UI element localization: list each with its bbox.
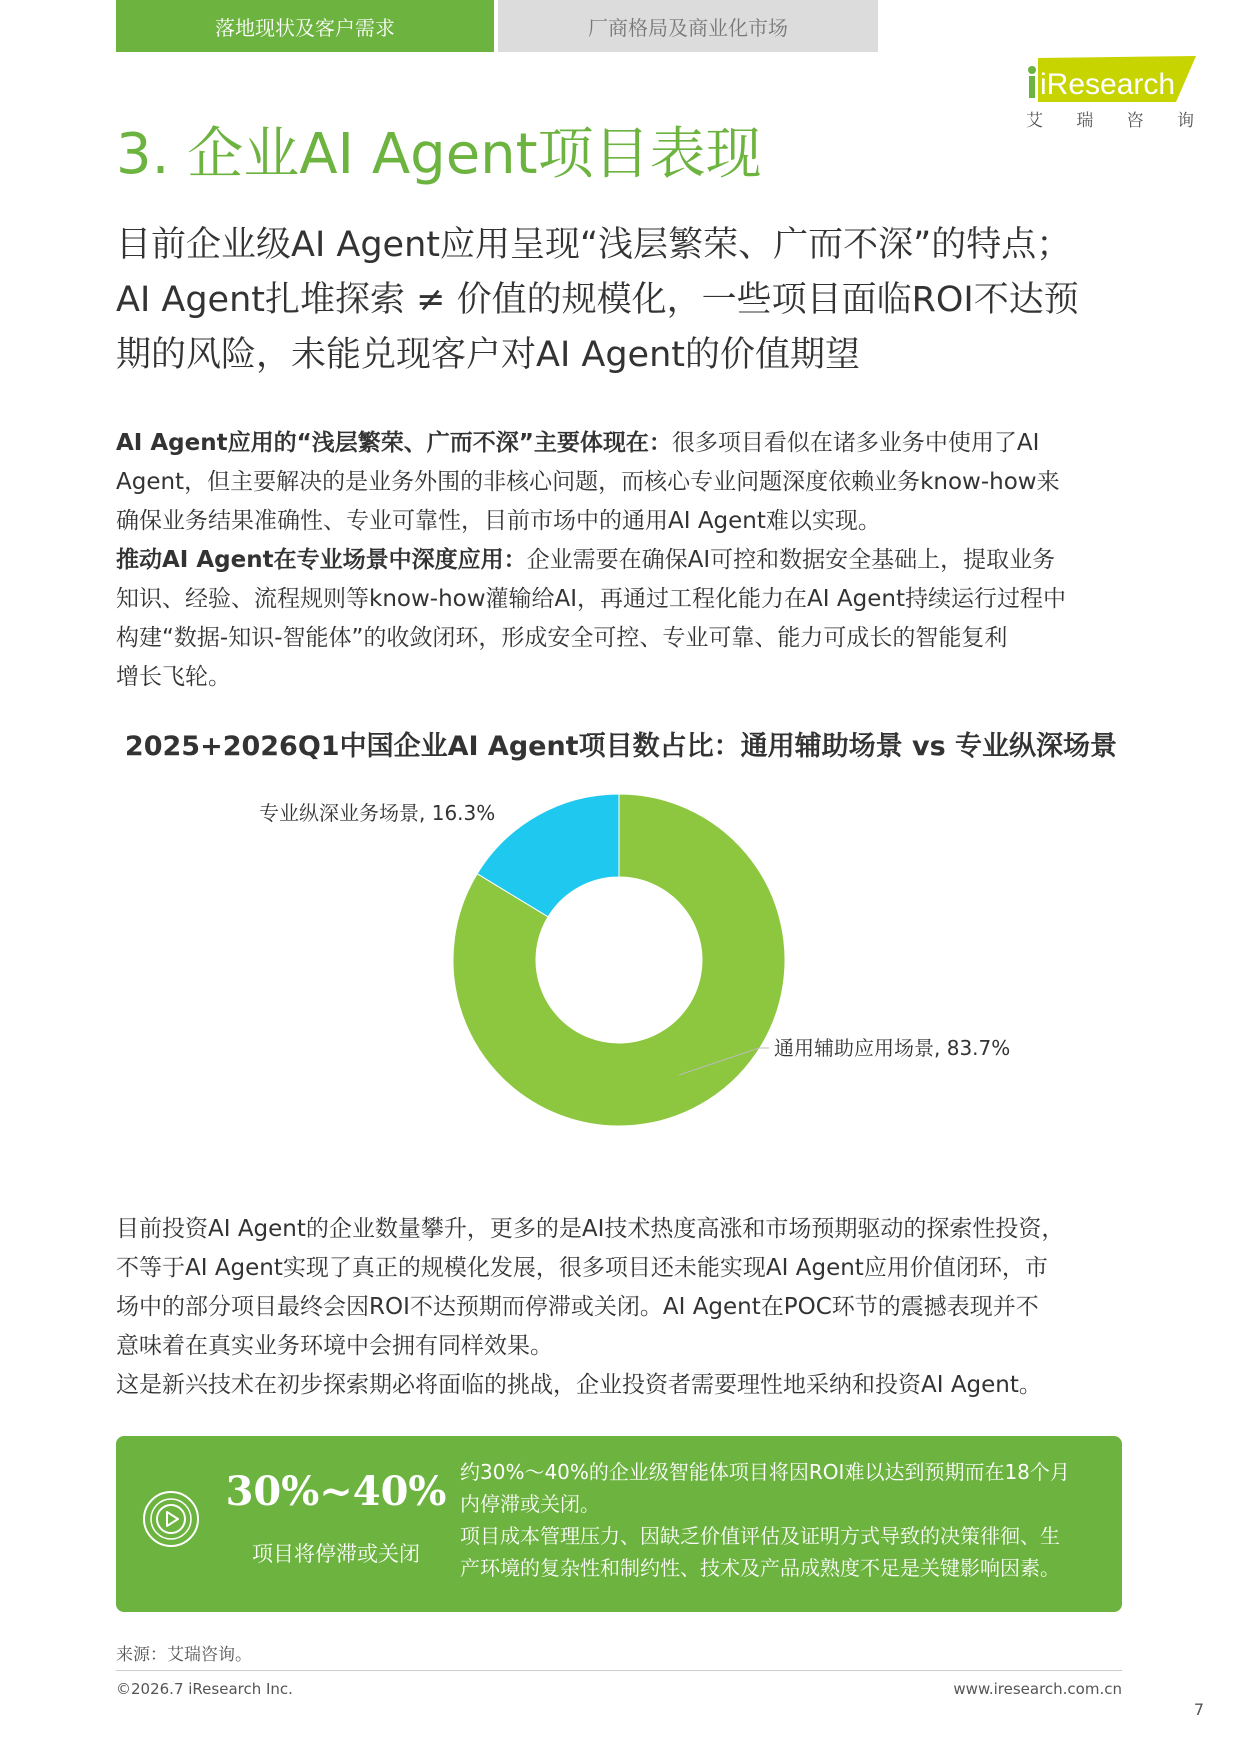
headline-line: AI Agent扎堆探索 ≠ 价值的规模化，一些项目面临ROI不达预 [116,280,1079,320]
paragraph-line: 这是新兴技术在初步探索期必将面临的挑战，企业投资者需要理性地采纳和投资AI Agent。 [116,1372,1042,1398]
callout-line: 产环境的复杂性和制约性、技术及产品成熟度不足是关键影响因素。 [460,1556,1060,1580]
chart-title: 2025+2026Q1中国企业AI Agent项目数占比：通用辅助场景 vs 专业纵深场景 [124,731,1118,762]
donut-label-0: 通用辅助应用场景, 83.7% [774,1036,1011,1060]
logo-text: iResearch [1040,68,1176,101]
website-link[interactable]: www.iresearch.com.cn [953,1680,1122,1698]
paragraph-line: Agent，但主要解决的是业务外围的非核心问题，而核心专业问题深度依赖业务know-how来 [116,469,1060,495]
logo-mark [1026,56,1196,102]
donut-label-1: 专业纵深业务场景, 16.3% [259,801,496,825]
page-title: 3. 企业AI Agent项目表现 [116,122,762,187]
paragraph-line: 推动AI Agent在专业场景中深度应用：企业需要在确保AI可控和数据安全基础上，提取业务 [116,547,1056,573]
source-note: 来源：艾瑞咨询。 [116,1645,252,1665]
footer-divider [116,1670,1122,1671]
paragraph-line: 增长飞轮。 [116,664,231,690]
paragraph-line: AI Agent应用的“浅层繁荣、广而不深”主要体现在：很多项目看似在诸多业务中使用了AI [116,430,1040,456]
analysis-paragraph-1 [116,424,1126,697]
copyright: ©2026.7 iResearch Inc. [116,1680,293,1698]
paragraph-line: 知识、经验、流程规则等know-how灌输给AI，再通过工程化能力在AI Agent持续运行过程中 [116,586,1066,612]
callout-line: 内停滞或关闭。 [460,1492,600,1516]
page-number: 7 [1193,1700,1204,1719]
iresearch-logo [1026,48,1196,132]
paragraph-line: 不等于AI Agent实现了真正的规模化发展，很多项目还未能实现AI Agent应用价值闭环，市 [116,1255,1048,1281]
tab-landing-status[interactable]: 落地现状及客户需求 [116,0,494,52]
callout-subtitle: 项目将停滞或关闭 [252,1542,420,1566]
paragraph-line: 目前投资AI Agent的企业数量攀升，更多的是AI技术热度高涨和市场预期驱动的探索性投资， [116,1216,1065,1242]
analysis-paragraph-2 [116,1210,1126,1405]
paragraph-line: 确保业务结果准确性、专业可靠性，目前市场中的通用AI Agent难以实现。 [116,508,881,534]
headline-line: 目前企业级AI Agent应用呈现“浅层繁荣、广而不深”的特点； [116,225,1072,265]
donut-chart [0,780,1238,1160]
headline-line: 期的风险，未能兑现客户对AI Agent的价值期望 [116,335,860,375]
logo-cn-text: 艾 瑞 咨 询 [1026,111,1196,131]
key-finding-callout [116,1436,1122,1612]
paragraph-line: 意味着在真实业务环境中会拥有同样效果。 [116,1333,553,1359]
paragraph-line: 场中的部分项目最终会因ROI不达预期而停滞或关闭。AI Agent在POC环节的震撼表现并不 [116,1294,1039,1320]
tab-vendor-landscape[interactable]: 厂商格局及商业化市场 [498,0,878,52]
callout-line: 约30%～40%的企业级智能体项目将因ROI难以达到预期而在18个月 [460,1460,1070,1484]
paragraph-line: 构建“数据-知识-智能体”的收敛闭环，形成安全可控、专业可靠、能力可成长的智能复利 [116,625,1008,651]
callout-percentage: 30%~40% [225,1468,447,1515]
headline [116,218,1126,383]
callout-line: 项目成本管理压力、因缺乏价值评估及证明方式导致的决策徘徊、生 [460,1524,1060,1548]
callout-description [460,1456,1100,1584]
play-circle-icon [140,1488,202,1550]
